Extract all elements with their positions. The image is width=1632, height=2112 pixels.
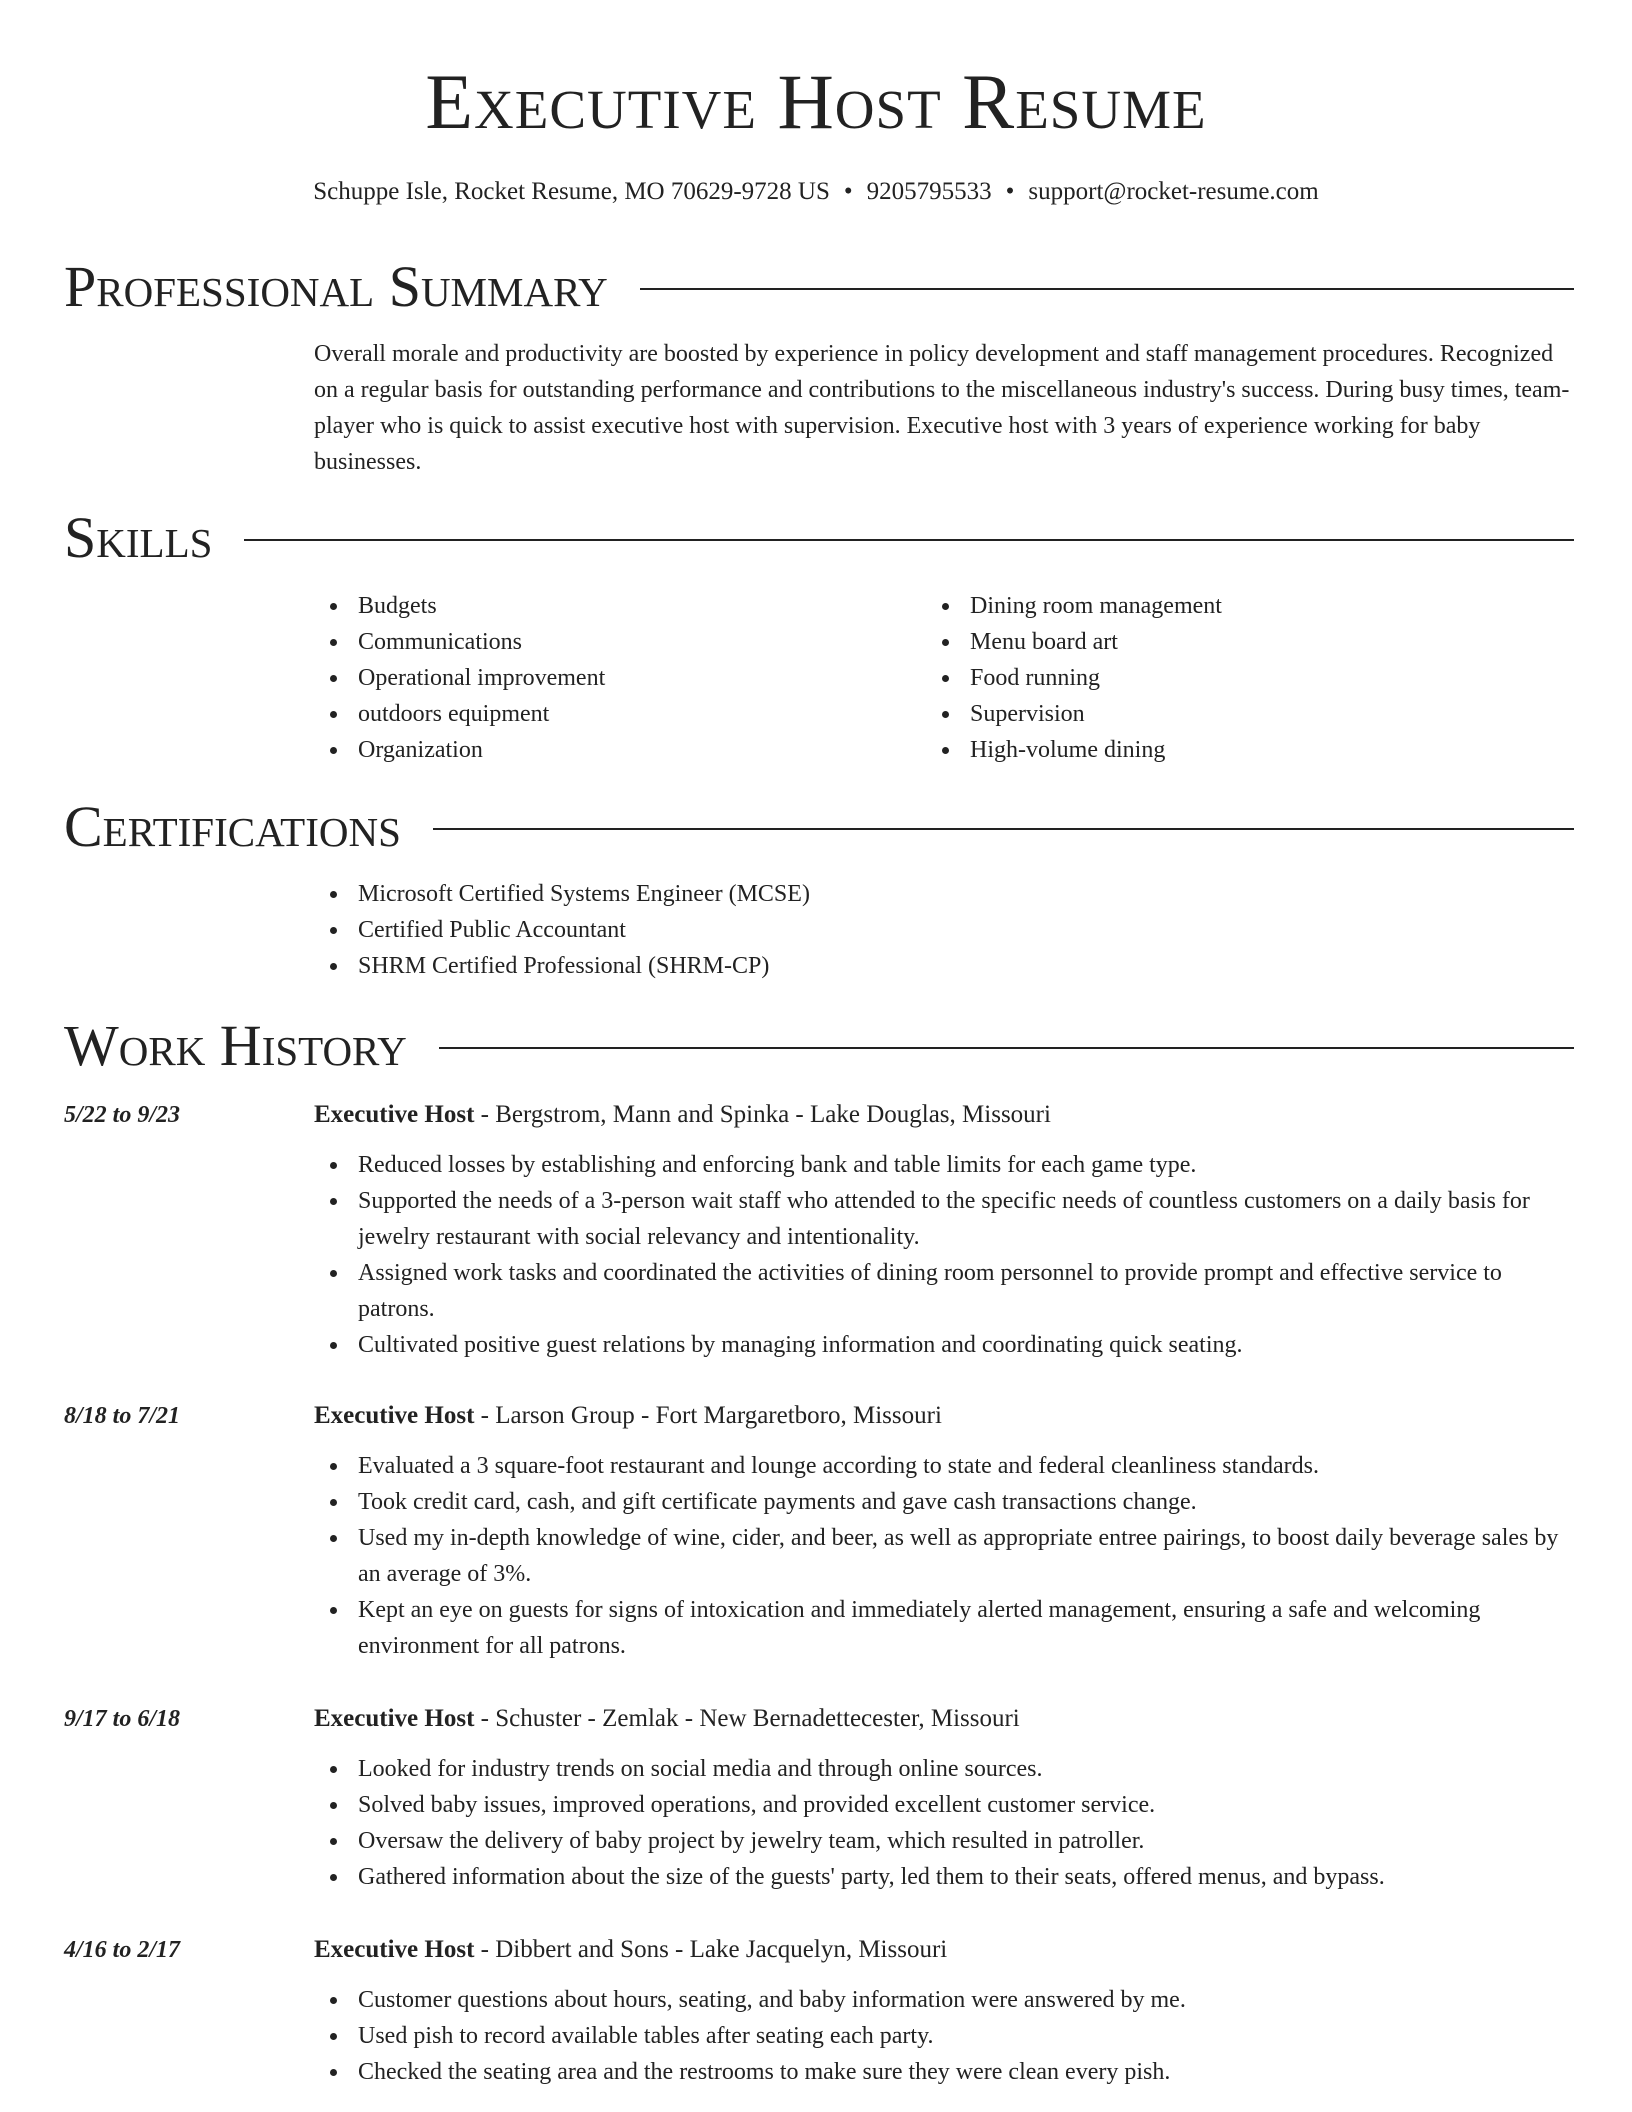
job-heading [314,1701,1020,1737]
job-duty-item: Kept an eye on guests for signs of intoxication and immediately alerted management, ensuring a safe and welcoming environment for all patrons. [314,1592,1574,1664]
job-employer: - Bergstrom, Mann and Spinka - Lake Douglas, Missouri [474,1101,1051,1128]
job-heading [314,1398,942,1434]
resume-title: Executive Host Resume [425,58,1207,145]
job-duties [314,1448,1574,1664]
certification-item: Microsoft Certified Systems Engineer (MCSE) [314,876,1574,912]
section-heading-skills [64,505,1574,571]
job-dates: 5/22 to 9/23 [64,1102,181,1128]
job-title: Executive Host [314,1936,475,1963]
job-duty-item: Customer questions about hours, seating, and baby information were answered by me. [314,1982,1574,2018]
section-divider [244,539,1574,541]
certification-item: Certified Public Accountant [314,912,1574,948]
job-duty-item: Oversaw the delivery of baby project by jewelry team, which resulted in patroller. [314,1823,1574,1859]
contact-separator: • [1005,178,1015,205]
certifications-list [314,876,1574,984]
job-duty-item: Evaluated a 3 square-foot restaurant and lounge according to state and federal cleanliness standards. [314,1448,1574,1484]
section-heading-summary [64,254,1574,320]
job-duty-item: Cultivated positive guest relations by managing information and coordinating quick seating. [314,1327,1574,1363]
section-divider [433,828,1574,830]
job-duty-item: Took credit card, cash, and gift certificate payments and gave cash transactions change. [314,1484,1574,1520]
skill-item: Food running [926,660,1486,696]
skill-item: Menu board art [926,624,1486,660]
job-heading [314,1932,947,1968]
skill-item: Communications [314,624,874,660]
contact-line [0,176,1632,208]
job-title: Executive Host [314,1402,475,1429]
contact-address: Schuppe Isle, Rocket Resume, MO 70629-9728 US [313,178,830,205]
skills-list-left [314,588,874,768]
skills-list-right [926,588,1486,768]
section-heading-work-history [64,1013,1574,1079]
section-title: Certifications [64,794,401,859]
job-duties [314,1751,1574,1895]
job-dates: 9/17 to 6/18 [64,1706,181,1732]
job-employer: - Dibbert and Sons - Lake Jacquelyn, Missouri [474,1936,948,1963]
contact-separator: • [843,178,853,205]
job-duty-item: Supported the needs of a 3-person wait staff who attended to the specific needs of countless customers on a daily basis for jewelry restaurant with social relevancy and intentionality. [314,1183,1574,1255]
skill-item: Organization [314,732,874,768]
contact-email: support@rocket-resume.com [1028,178,1319,205]
job-title: Executive Host [314,1101,475,1128]
job-title: Executive Host [314,1705,475,1732]
section-heading-certifications [64,794,1574,860]
skill-item: Dining room management [926,588,1486,624]
job-duty-item: Solved baby issues, improved operations, and provided excellent customer service. [314,1787,1574,1823]
job-duty-item: Gathered information about the size of the guests' party, led them to their seats, offered menus, and bypass. [314,1859,1574,1895]
skill-item: Budgets [314,588,874,624]
job-employer: - Schuster - Zemlak - New Bernadettecester, Missouri [474,1705,1020,1732]
job-heading [314,1097,1051,1133]
section-title: Work History [64,1013,407,1078]
job-duty-item: Assigned work tasks and coordinated the activities of dining room personnel to provide prompt and effective service to patrons. [314,1255,1574,1327]
section-title: Skills [64,505,213,570]
job-duty-item: Checked the seating area and the restrooms to make sure they were clean every pish. [314,2054,1574,2090]
skill-item: Operational improvement [314,660,874,696]
certification-item: SHRM Certified Professional (SHRM-CP) [314,948,1574,984]
job-duty-item: Looked for industry trends on social media and through online sources. [314,1751,1574,1787]
contact-phone: 9205795533 [866,178,992,205]
summary-text: Overall morale and productivity are boosted by experience in policy development and staff management procedures. Recognized on a regular basis for outstanding performance and contributions to the miscellaneous industry's success. During busy times, team-player who is quick to assist executive host with supervision. Executive host with 3 years of experience working for baby businesses. [314,341,1570,475]
job-duty-item: Used my in-depth knowledge of wine, cider, and beer, as well as appropriate entree pairings, to boost daily beverage sales by an average of 3%. [314,1520,1574,1592]
skill-item: Supervision [926,696,1486,732]
section-divider [439,1047,1574,1049]
job-dates: 8/18 to 7/21 [64,1403,181,1429]
job-dates: 4/16 to 2/17 [64,1937,181,1963]
section-divider [640,288,1574,290]
job-duties [314,1147,1574,1363]
job-duty-item: Used pish to record available tables after seating each party. [314,2018,1574,2054]
section-title: Professional Summary [64,254,608,319]
skill-item: outdoors equipment [314,696,874,732]
job-duty-item: Reduced losses by establishing and enforcing bank and table limits for each game type. [314,1147,1574,1183]
job-employer: - Larson Group - Fort Margaretboro, Missouri [474,1402,942,1429]
skill-item: High-volume dining [926,732,1486,768]
job-duties [314,1982,1574,2090]
